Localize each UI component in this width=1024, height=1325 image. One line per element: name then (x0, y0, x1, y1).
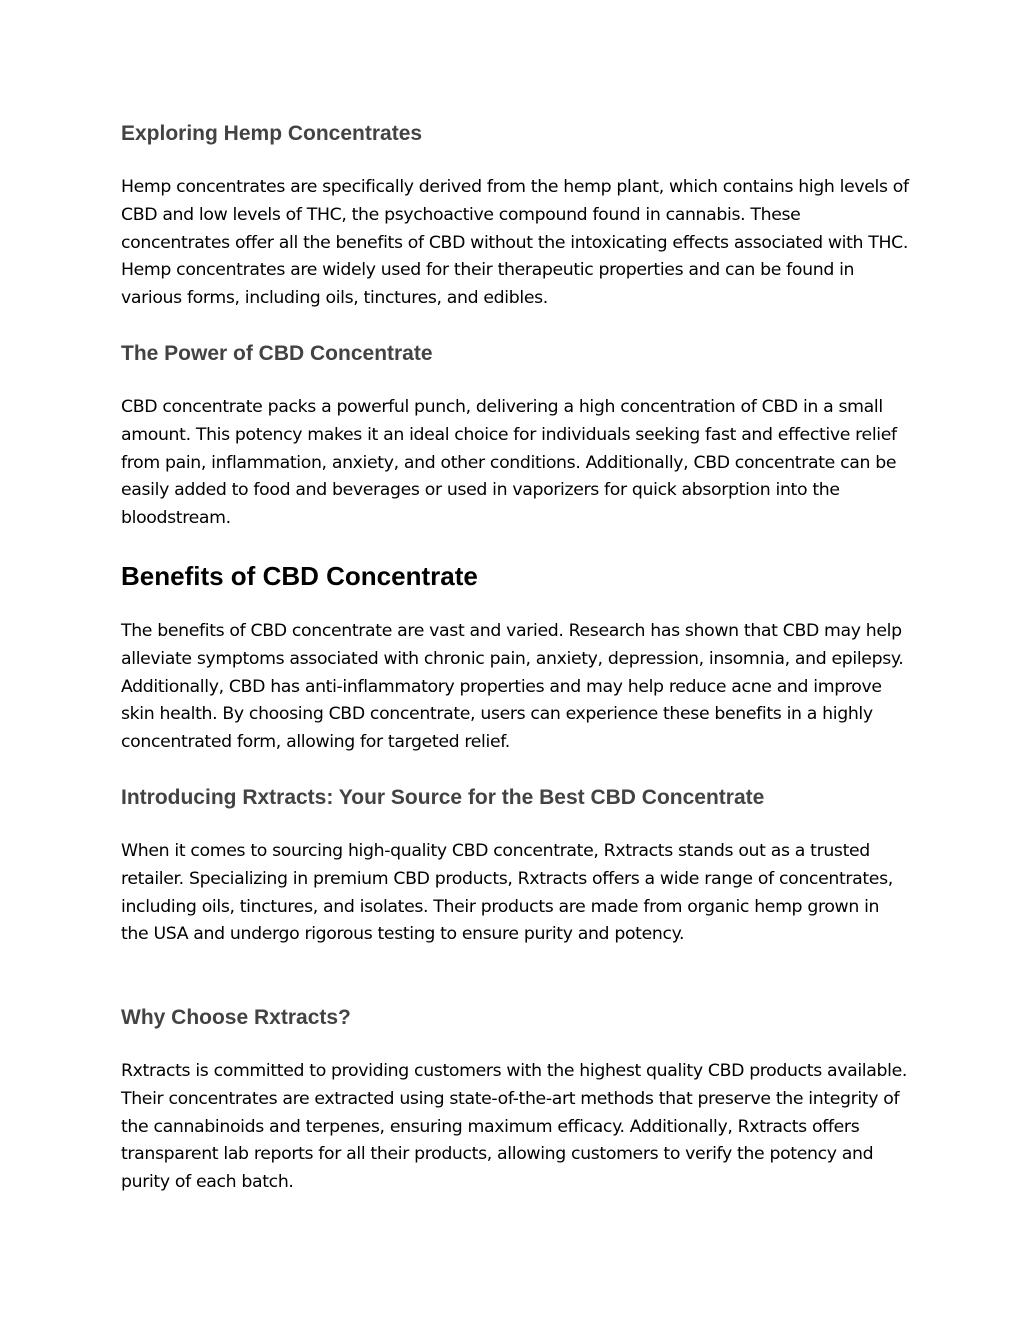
section-heading-introducing-rxtracts: Introducing Rxtracts: Your Source for the Best CBD Concentrate (121, 786, 765, 809)
section-heading-exploring-hemp: Exploring Hemp Concentrates (121, 122, 423, 145)
section-paragraph-power-of-cbd: CBD concentrate packs a powerful punch, delivering a high concentration of CBD in a small amount. This potency makes it an ideal choice for individuals seeking fast and effective relief from pain, inflammation, anxiety, and other conditions. Additionally, CBD concentrate can be easily added to food and beverages or used in vaporizers for quick absorption into the bloodstream. (121, 397, 897, 529)
section-paragraph-why-choose: Rxtracts is committed to providing customers with the highest quality CBD products available. Their concentrates are extracted using state-of-the-art methods that preserve the integrity of the cannabinoids and terpenes, ensuring maximum efficacy. Additionally, Rxtracts offers transparent lab reports for all their products, allowing customers to verify the potency and purity of each batch. (121, 1061, 907, 1193)
section-paragraph-exploring-hemp: Hemp concentrates are specifically derived from the hemp plant, which contains high levels of CBD and low levels of THC, the psychoactive compound found in cannabis. These concentrates offer all the benefits of CBD without the intoxicating effects associated with THC. Hemp concentrates are widely used for their therapeutic properties and can be found in various forms, including oils, tinctures, and edibles. (121, 177, 909, 309)
section-heading-power-of-cbd: The Power of CBD Concentrate (121, 342, 433, 365)
section-heading-benefits: Benefits of CBD Concentrate (121, 561, 478, 591)
section-paragraph-introducing-rxtracts: When it comes to sourcing high-quality CBD concentrate, Rxtracts stands out as a trusted retailer. Specializing in premium CBD products, Rxtracts offers a wide range of concentrates, including oils, tinctures, and isolates. Their products are made from organic hemp grown in the USA and undergo rigorous testing to ensure purity and potency. (121, 841, 893, 945)
section-paragraph-benefits: The benefits of CBD concentrate are vast and varied. Research has shown that CBD may help alleviate symptoms associated with chronic pain, anxiety, depression, insomnia, and epilepsy. Additionally, CBD has anti-inflammatory properties and may help reduce acne and improve skin health. By choosing CBD concentrate, users can experience these benefits in a highly concentrated form, allowing for targeted relief. (121, 621, 904, 753)
section-heading-why-choose: Why Choose Rxtracts? (121, 1006, 351, 1029)
